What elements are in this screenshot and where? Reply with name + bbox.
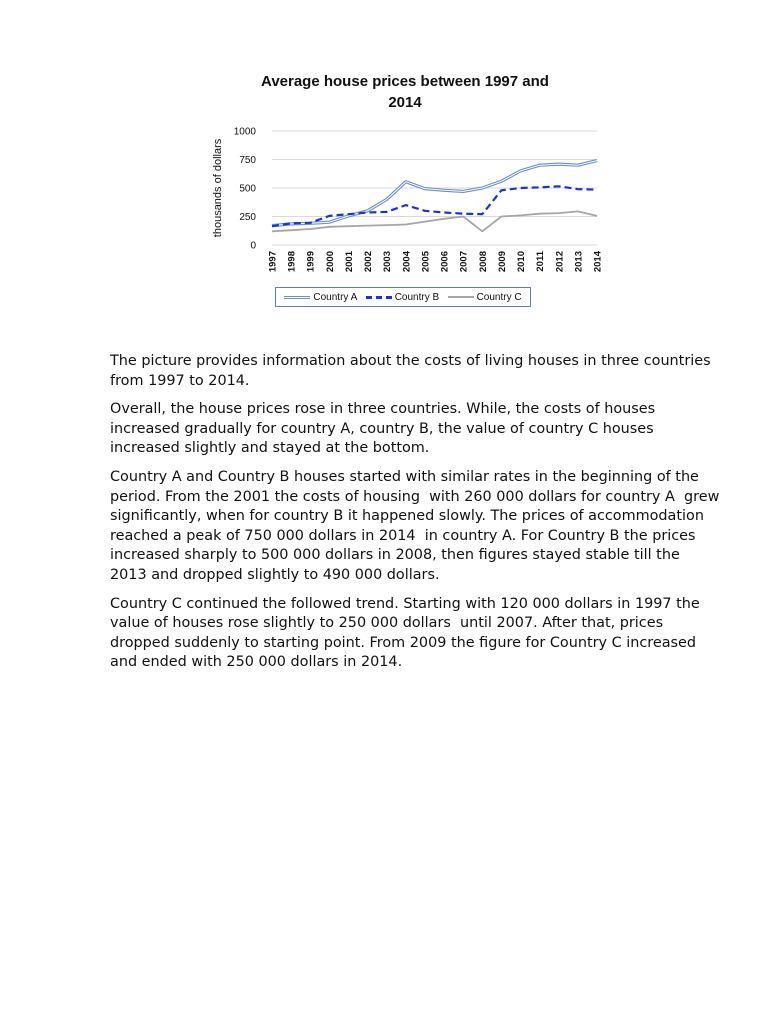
x-tick-label: 2010: [516, 251, 528, 273]
x-tick-label: 2014: [592, 251, 604, 273]
legend-swatch-country-b: [366, 296, 392, 299]
chart-title-line2: 2014: [388, 94, 422, 111]
y-tick-label: 0: [250, 240, 256, 252]
line-chart: [205, 68, 625, 283]
legend-label-country-a: Country A: [313, 291, 358, 303]
x-tick-label: 2011: [535, 251, 547, 272]
y-tick-label: 750: [239, 155, 256, 166]
x-tick-label: 2004: [401, 251, 413, 273]
x-tick-label: 2000: [324, 251, 336, 273]
essay-paragraph-2: Overall, the house prices rose in three countries. While, the costs of houses increased gradually for country A, country B, the value of country C houses increased slightly and stayed at the bottom.: [110, 401, 660, 457]
x-tick-label: 2002: [363, 251, 375, 273]
x-tick-label: 2013: [573, 251, 585, 273]
x-tick-label: 2007: [458, 251, 470, 273]
essay-paragraph-4: Country C continued the followed trend. Starting with 120 000 dollars in 1997 the value of houses rose slightly to 250 000 dollars until 2007. After that, prices dropped suddenly to starting point. From 2009 the figure for Country C increased and ended with 250 000 dollars in 2014.: [110, 595, 705, 671]
x-tick-label: 2009: [496, 251, 508, 273]
chart-figure: [205, 68, 625, 318]
essay-paragraph-3: Country A and Country B houses started with similar rates in the beginning of the period. From the 2001 the costs of housing with 260 000 dollars for country A grew significantly, when for country B it happened slowly. The prices of accommodation reached a peak of 750 000 dollars in 2014 in country A. For Country B the prices increased sharply to 500 000 dollars in 2008, then figures stayed stable till the 2013 and dropped slightly to 490 000 dollars.: [110, 468, 724, 583]
legend-swatch-country-c: [448, 296, 474, 298]
y-axis-label: thousands of dollars: [212, 138, 224, 238]
essay-body: [110, 352, 724, 682]
y-tick-label: 500: [239, 183, 256, 195]
y-tick-label: 250: [239, 212, 256, 223]
x-tick-label: 2003: [382, 251, 394, 273]
y-tick-label: 1000: [233, 126, 256, 138]
legend-item-country-b: [366, 292, 439, 303]
x-tick-label: 2001: [343, 251, 355, 273]
chart-title-line1: Average house prices between 1997 and: [261, 73, 549, 90]
essay-paragraph-1: The picture provides information about the costs of living houses in three countries from 1997 to 2014.: [110, 353, 716, 389]
legend-label-country-c: Country C: [476, 291, 522, 303]
x-tick-label: 1999: [305, 251, 317, 273]
series-line-country-a-inner: [272, 161, 597, 226]
legend-item-country-c: [448, 292, 522, 303]
series-line-country-a: [272, 161, 597, 226]
chart-legend: [275, 287, 531, 307]
x-tick-label: 2008: [477, 251, 489, 273]
legend-swatch-country-a: [284, 296, 310, 299]
x-tick-label: 2005: [420, 251, 432, 273]
x-tick-label: 1997: [267, 251, 279, 273]
legend-item-country-a: [284, 292, 357, 303]
legend-label-country-b: Country B: [394, 291, 440, 303]
x-tick-label: 2012: [554, 251, 566, 273]
x-tick-label: 2006: [439, 251, 451, 273]
x-tick-label: 1998: [286, 251, 298, 273]
